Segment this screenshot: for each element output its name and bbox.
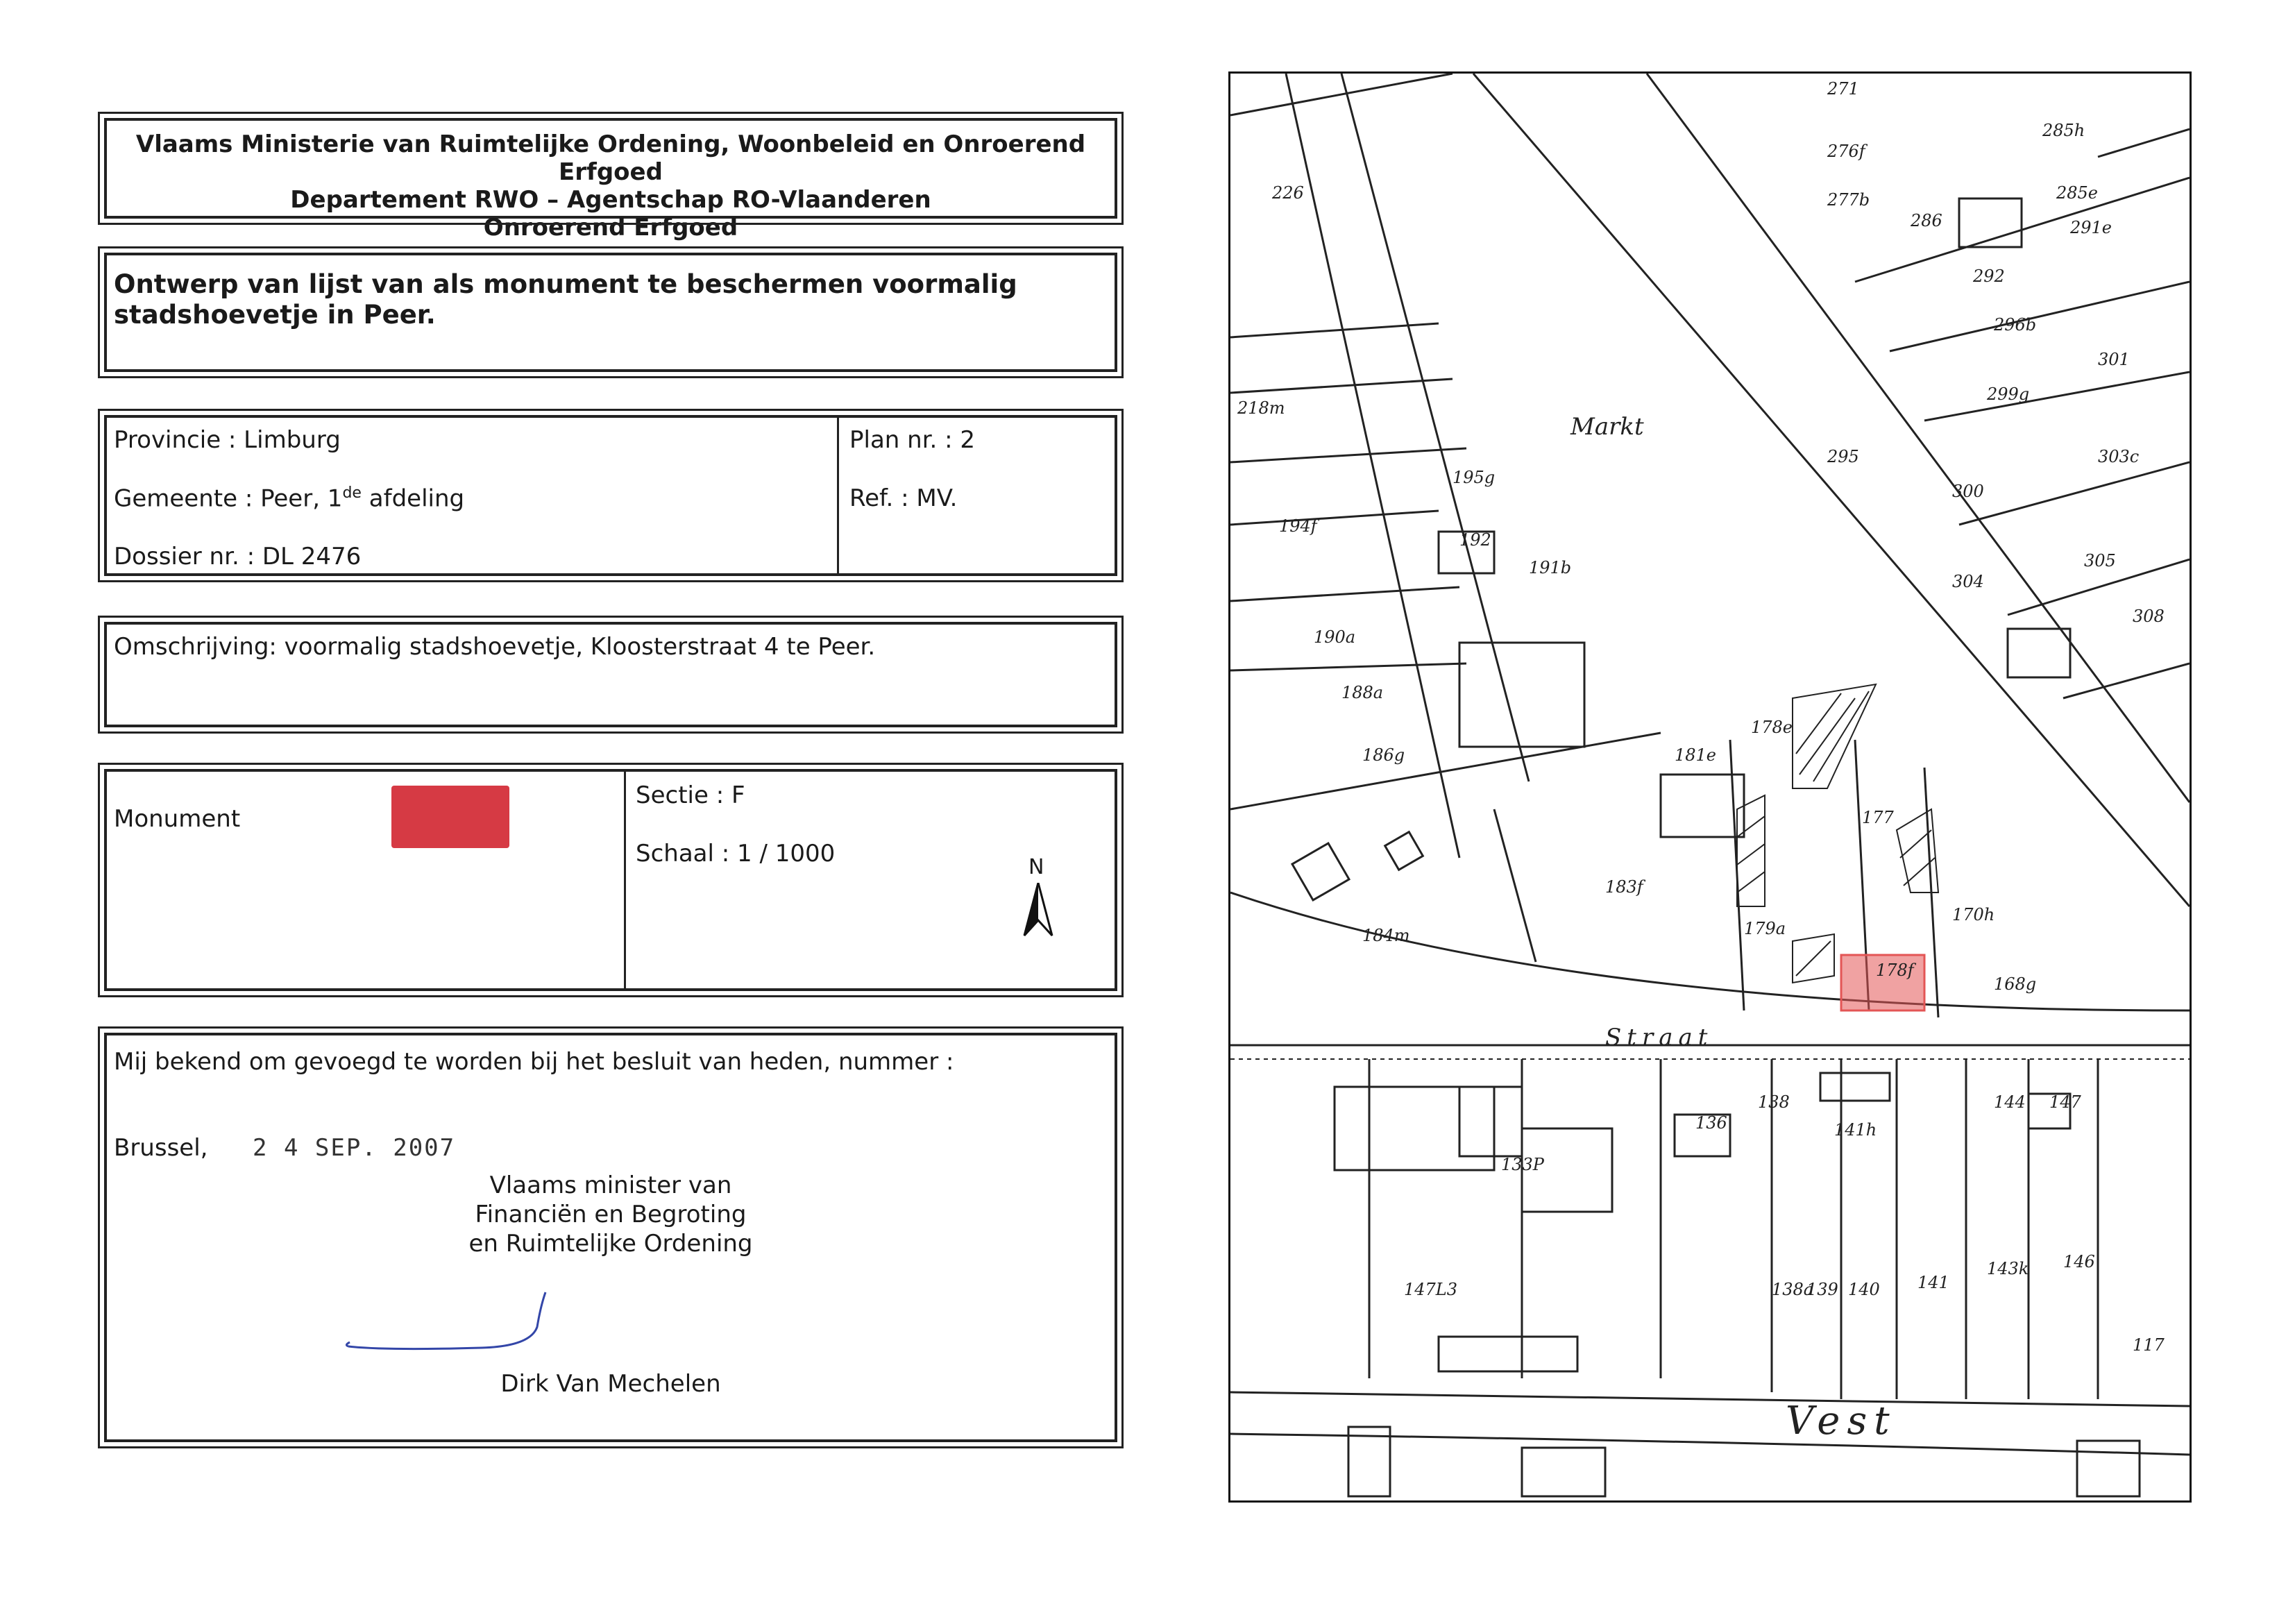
parcel-number: 276f xyxy=(1827,142,1865,161)
parcel-number: 177 xyxy=(1862,808,1894,827)
minister-title-line3: en Ruimtelijke Ordening xyxy=(468,1230,753,1258)
parcel-number: 271 xyxy=(1827,79,1859,99)
parcel-number: 181e xyxy=(1675,745,1717,765)
legend-box xyxy=(104,769,1117,991)
parcel-number: 139 xyxy=(1806,1280,1838,1299)
parcel-number: 133P xyxy=(1501,1155,1544,1174)
parcel-number: 178e xyxy=(1751,718,1793,737)
info-divider xyxy=(837,418,839,573)
parcel-number: 300 xyxy=(1952,482,1984,501)
provincie-field: Provincie : Limburg xyxy=(114,426,341,454)
north-label: N xyxy=(1028,855,1044,879)
parcel-number: 304 xyxy=(1952,572,1984,591)
parcel-number: 147 xyxy=(2049,1092,2081,1112)
parcel-number: 186g xyxy=(1362,745,1405,765)
parcel-number: 138a xyxy=(1772,1280,1814,1299)
parcel-number: 285h xyxy=(2042,121,2085,140)
handwritten-signature xyxy=(343,1278,565,1355)
plan-number: Plan nr. : 2 xyxy=(849,426,976,454)
parcel-number: 226 xyxy=(1272,183,1304,203)
sectie-field: Sectie : F xyxy=(636,781,745,809)
monument-label: Monument xyxy=(114,805,241,833)
schaal-field: Schaal : 1 / 1000 xyxy=(636,840,836,868)
document-title: Ontwerp van lijst van als monument te beschermen voormalig stadshoevetje in Peer. xyxy=(114,269,1017,330)
parcel-number: 143k xyxy=(1987,1259,2029,1278)
parcel-number: 295 xyxy=(1827,447,1859,466)
parcel-number: 146 xyxy=(2063,1252,2095,1271)
date-stamp: 2 4 SEP. 2007 xyxy=(253,1134,456,1162)
ministry-name: Vlaams Ministerie van Ruimtelijke Ordening, Woonbeleid en Onroerend Erfgoed xyxy=(135,130,1086,186)
north-arrow-icon xyxy=(1022,883,1055,938)
parcel-number: 277b xyxy=(1827,190,1870,210)
parcel-number: 178f xyxy=(1876,961,1914,980)
parcel-number: 305 xyxy=(2084,551,2116,570)
street-label-straat: Straat xyxy=(1605,1024,1713,1051)
signature-place: Brussel, xyxy=(114,1134,208,1162)
legend-divider xyxy=(624,772,626,988)
parcel-number: 296b xyxy=(1994,315,2037,335)
parcel-number: 184m xyxy=(1362,926,1410,945)
parcel-number: 192 xyxy=(1459,530,1491,550)
parcel-number: 308 xyxy=(2133,607,2165,626)
parcel-number: 188a xyxy=(1341,683,1384,702)
gemeente-suffix: afdeling xyxy=(361,484,465,513)
gemeente-superscript: de xyxy=(342,484,362,502)
parcel-number: 303c xyxy=(2098,447,2140,466)
ministry-header xyxy=(104,118,1117,242)
reference: Ref. : MV. xyxy=(849,484,958,512)
parcel-number: 195g xyxy=(1453,468,1496,487)
parcel-number: 141h xyxy=(1834,1120,1877,1140)
signature-box xyxy=(104,1033,1117,1442)
info-box xyxy=(104,415,1117,576)
document-title-box xyxy=(104,253,1117,372)
monument-color-swatch xyxy=(391,786,509,848)
parcel-number: 218m xyxy=(1237,398,1285,418)
parcel-number: 117 xyxy=(2133,1335,2165,1355)
description-box xyxy=(104,622,1117,727)
parcel-number: 292 xyxy=(1973,267,2005,286)
street-label-vest: Vest xyxy=(1786,1398,1897,1444)
parcel-number: 285e xyxy=(2056,183,2099,203)
minister-name: Dirk Van Mechelen xyxy=(500,1370,721,1398)
description-text: Omschrijving: voormalig stadshoevetje, Kloosterstraat 4 te Peer. xyxy=(114,633,876,661)
parcel-number: 140 xyxy=(1848,1280,1880,1299)
gemeente-field xyxy=(114,484,464,512)
parcel-number: 301 xyxy=(2098,350,2130,369)
parcel-number: 144 xyxy=(1994,1092,2026,1112)
parcel-number: 136 xyxy=(1695,1113,1727,1133)
parcel-number: 179a xyxy=(1744,919,1786,938)
parcel-number: 147L3 xyxy=(1404,1280,1458,1299)
department-name: Departement RWO – Agentschap RO-Vlaanderen xyxy=(290,186,931,214)
minister-title-line1: Vlaams minister van xyxy=(489,1172,732,1199)
map-drawing xyxy=(1230,74,2190,1500)
agency-name: Onroerend Erfgoed xyxy=(483,214,738,242)
parcel-number: 138 xyxy=(1758,1092,1790,1112)
street-label-markt: Markt xyxy=(1570,413,1644,441)
gemeente-text: Gemeente : Peer, 1 xyxy=(114,484,343,513)
parcel-number: 170h xyxy=(1952,905,1995,924)
parcel-number: 299g xyxy=(1987,384,2030,404)
dossier-field: Dossier nr. : DL 2476 xyxy=(114,543,362,570)
approval-statement: Mij bekend om gevoegd te worden bij het besluit van heden, nummer : xyxy=(114,1048,954,1076)
parcel-number: 291e xyxy=(2070,218,2112,237)
parcel-number: 190a xyxy=(1314,627,1356,647)
parcel-number: 141 xyxy=(1917,1273,1949,1292)
cadastral-map xyxy=(1228,71,2192,1503)
minister-title-line2: Financiën en Begroting xyxy=(475,1201,747,1228)
parcel-number: 191b xyxy=(1529,558,1572,577)
parcel-number: 183f xyxy=(1605,877,1643,897)
parcel-number: 286 xyxy=(1911,211,1942,230)
parcel-number: 168g xyxy=(1994,974,2037,994)
parcel-number: 194f xyxy=(1279,516,1317,536)
